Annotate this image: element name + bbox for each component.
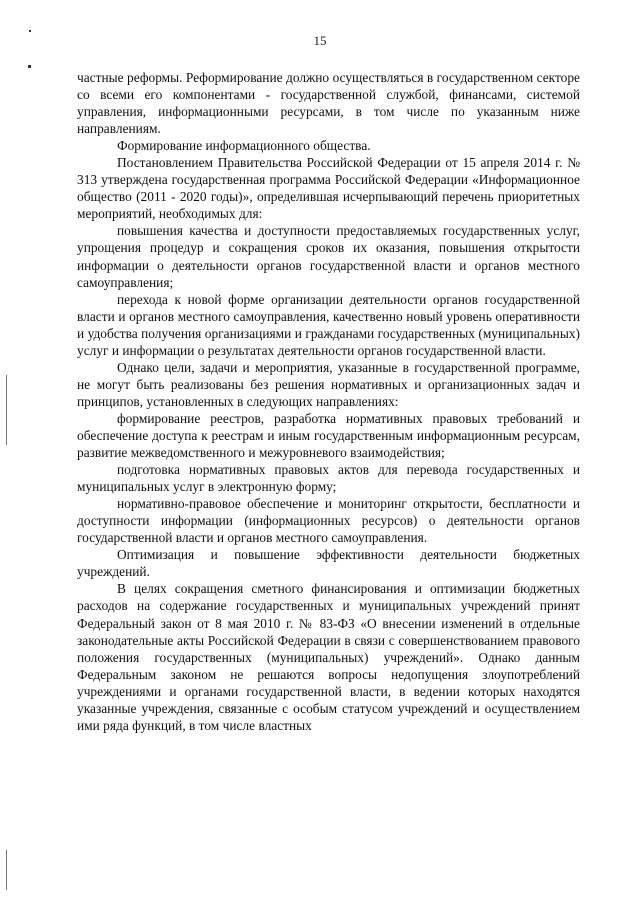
body-text (77, 69, 580, 734)
section-heading: Формирование информационного общества. (117, 138, 371, 154)
scan-mark (6, 850, 7, 890)
list-item: нормативно-правовое обеспечение и мониторинг открытости, бесплатности и доступности информации (информационных ресурсов) о деятельности органов государственной власти и органов местного самоуправления. (77, 496, 580, 546)
scan-mark (6, 375, 7, 445)
paragraph: Постановлением Правительства Российской Федерации от 15 апреля 2014 г. № 313 утверждена государственная программа Российской Федерации «Информационное общество (2011 - 2020 годы)», определившая исчерпывающий перечень приоритетных мероприятий, необходимых для: (77, 155, 580, 222)
scan-mark (28, 65, 31, 68)
section-heading: Оптимизация и повышение эффективности деятельности бюджетных учреждений. (77, 547, 580, 580)
paragraph: В целях сокращения сметного финансирования и оптимизации бюджетных расходов на содержание государственных и муниципальных учреждений принят Федеральный закон от 8 мая 2010 г. № 83-ФЗ «О внесении изменений в отдельные законодательные акты Российской Федерации в связи с совершенствованием правового положения государственных (муниципальных) учреждений». Однако данным Федеральным законом не решаются вопросы недопущения злоупотреблений учреждениями и органами государственной власти, в ведении которых находятся указанные учреждения, связанные с особым статусом учреждений и осуществлением ими ряда функций, в том числе властных (77, 581, 580, 733)
list-item: подготовка нормативных правовых актов для перевода государственных и муниципальных услуг в электронную форму; (77, 462, 580, 495)
list-item: формирование реестров, разработка нормативных правовых требований и обеспечение доступа к реестрам и иным государственным информационным ресурсам, развитие межведомственного и межуровневого взаимодействия; (77, 410, 580, 461)
list-item: повышения качества и доступности предоставляемых государственных услуг, упрощения процедур и сокращения сроков их оказания, повышения открытости информации о деятельности органов государственной власти и органов местного самоуправления; (77, 223, 580, 290)
scan-mark (29, 30, 31, 32)
paragraph: частные реформы. Реформирование должно осуществляться в государственном секторе со всеми его компонентами - государственной службой, финансами, системой управления, информационными ресурсами, в том числе по указанным ниже направлениям. (77, 70, 580, 137)
page-number: 15 (313, 33, 327, 48)
list-item: перехода к новой форме организации деятельности органов государственной власти и органов местного самоуправления, качественно новый уровень оперативности и удобства получения организациями и гражданами государственных (муниципальных) услуг и информации о результатах деятельности органов государственной власти. (77, 291, 580, 358)
paragraph: Однако цели, задачи и мероприятия, указанные в государственной программе, не могут быть реализованы без решения нормативных и организационных задач и принципов, установленных в следующих направлениях: (77, 359, 580, 409)
